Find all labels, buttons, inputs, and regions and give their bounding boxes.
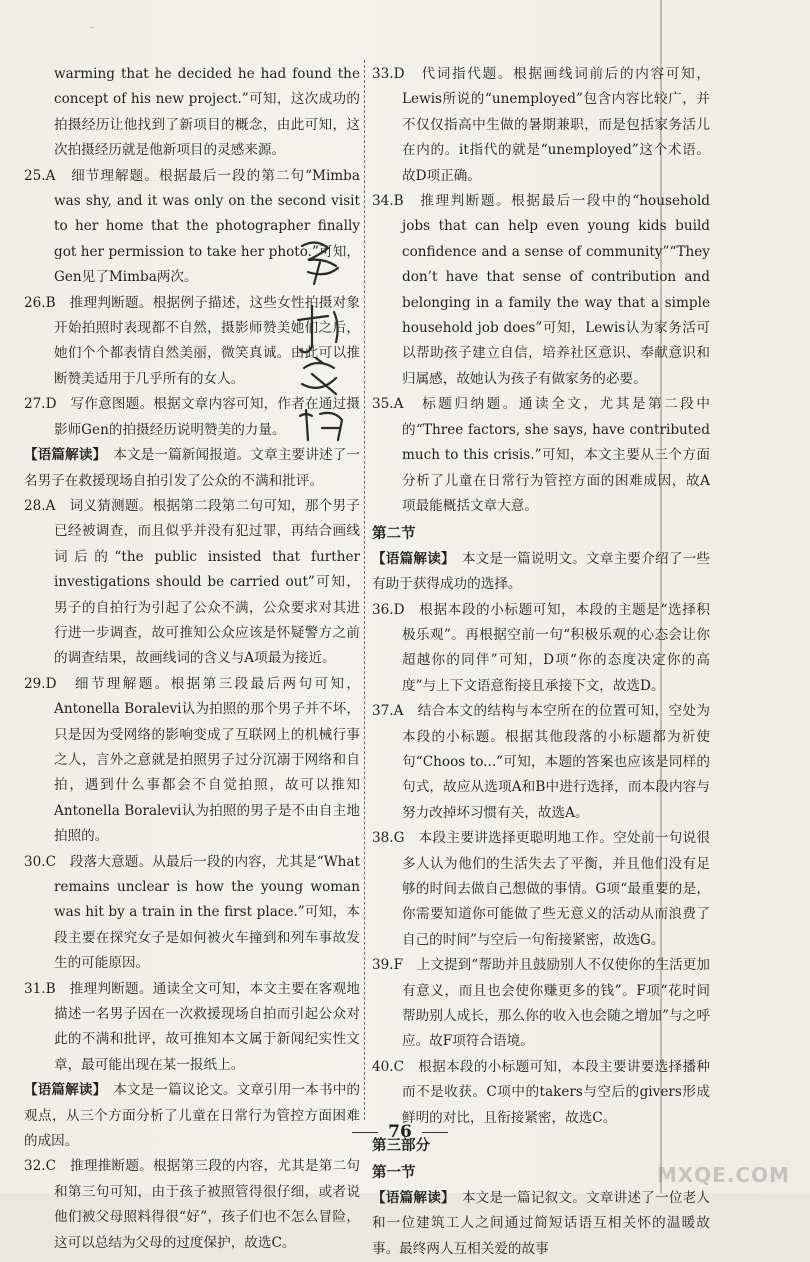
left-paragraph: [24, 291, 360, 393]
paragraph-text: 第一节: [372, 1164, 416, 1182]
watermark-text: MXQE.COM: [656, 1163, 790, 1187]
left-paragraph: [24, 164, 360, 291]
paragraph-text: 31.B 推理判断题。通读全文可知，本文主要在客观地描述一名男子因在一次救援现场自拍而引起公众对此的不满和批评，故可推知本文属于新闻纪实性文章，最可能出现在某一报纸上。: [24, 980, 360, 1073]
page-number-text: 76: [388, 1122, 412, 1142]
left-paragraph: [24, 850, 360, 977]
left-paragraph: [24, 62, 360, 164]
right-paragraph: [372, 699, 710, 826]
right-paragraph: [372, 826, 710, 953]
left-paragraph: [24, 1154, 360, 1256]
section-tag: 【语篇解读】: [24, 1082, 100, 1099]
right-paragraph: [372, 62, 710, 189]
right-paragraph: [372, 189, 710, 392]
right-paragraph: [372, 547, 710, 598]
section-tag: 【语篇解读】: [372, 550, 449, 567]
paragraph-text: 第三部分: [372, 1137, 430, 1155]
paragraph-text: warming that he decided he had found the concept of his new project.”可知，这次成功的拍摄经历让他找到了新项目的概念，由此可知，这次拍摄经历就是他新项目的灵感来源。: [54, 66, 360, 159]
page-number: [310, 1122, 490, 1142]
left-paragraph: [24, 977, 360, 1079]
left-paragraph: [24, 672, 360, 850]
right-paragraph: [372, 392, 710, 519]
paragraph-text: 30.C 段落大意题。从最后一段的内容，尤其是“What remains unclear is how the young woman was hit by a train in the first place.”可知，本段主要在探究女子是如何被火车撞到和列车事故发生的可能原因。: [24, 853, 360, 972]
left-paragraph: [24, 443, 360, 494]
paragraph-text: 33.D 代词指代题。根据画线词前后的内容可知，Lewis所说的“unemployed”包含内容比较广，并不仅仅指高中生做的暑期兼职，而是包括家务活儿在内的。it指代的就是“unemployed”这个术语。故D项正确。: [372, 66, 710, 184]
paragraph-text: 26.B 推理判断题。根据例子描述，这些女性拍摄对象开始拍照时表现都不自然，摄影师赞美她们之后，她们个个都表情自然美丽，微笑真诚。由此可以推断赞美适用于几乎所有的女人。: [24, 294, 360, 387]
section-tag: 【语篇解读】: [372, 1189, 449, 1206]
right-paragraph: [372, 1055, 710, 1131]
left-paragraph: [24, 494, 360, 672]
paragraph-text: 35.A 标题归纳题。通读全文，尤其是第二段中的“Three factors, she says, have contributed much to this crisis.”可知，本文主要从三个方面分析了儿童在日常行为管控方面的困难成因，故A项最能概括文章大意。: [372, 396, 710, 514]
right-paragraph: [372, 598, 710, 700]
paragraph-text: 29.D 细节理解题。根据第三段最后两句可知，Antonella Boralevi认为拍照的那个男子并不坏，只是因为受网络的影响变成了互联网上的机械行事之人，言外之意就是拍照男子过分沉溺于网络和自拍，遇到什么事都会不自觉拍照，故可以推知Antonella Boralevi认为拍照的男子是不由自主地拍照的。: [24, 675, 360, 845]
right-paragraph: [372, 953, 710, 1055]
paragraph-text: 27.D 写作意图题。根据文章内容可知，作者在通过摄影师Gen的拍摄经历说明赞美的力量。: [24, 396, 360, 438]
paragraph-text: 本文是一篇说明文。文章主要介绍了一些有助于获得成功的选择。: [372, 550, 711, 593]
left-column: [24, 62, 360, 1256]
paragraph-text: 25.A 细节理解题。根据最后一段的第二句“Mimba was shy, and it was only on the second visit to her home that the photographer finally got her permission to take her photo.”可知，Gen见了Mimba两次。: [24, 167, 360, 286]
left-paragraph: [24, 1078, 360, 1154]
paragraph-text: 本文是一篇议论文。文章引用一本书中的观点，从三个方面分析了儿童在日常行为管控方面困难的成因。: [24, 1082, 361, 1150]
paragraph-text: 28.A 词义猜测题。根据第二段第二句可知，那个男子已经被调查，而且似乎并没有犯过罪，再结合画线词后的“the public insisted that further investigations should be carried out”可知，男子的自拍行为引起了公众不满，公众要求对其进行进一步调查，故可推知公众应该是怀疑警方之前的调查结果，故画线词的含义与A项最为接近。: [24, 497, 360, 667]
right-column: [372, 62, 710, 1262]
paragraph-text: 39.F 上文提到“帮助并且鼓励别人不仅使你的生活更加有意义，而且也会使你赚更多的钱”。F项“花时间帮助别人成长，那么你的收入也会随之增加”与之呼应。故F项符合语境。: [372, 957, 710, 1050]
paragraph-text: 36.D 根据本段的小标题可知，本段的主题是“选择积极乐观”。再根据空前一句“积极乐观的心态会让你超越你的同伴”可知，D项“你的态度决定你的高度”与上下文语意衔接且承接下文，故选D。: [372, 601, 710, 694]
site-watermark: [656, 1123, 796, 1187]
handwriting-text: 多助文档: [90, 28, 94, 29]
paragraph-text: 第二节: [372, 525, 416, 543]
paragraph-text: 40.C 根据本段的小标题可知，本段主要讲要选择播种而不是收获。C项中的takers与空后的givers形成鲜明的对比，且衔接紧密，故选C。: [372, 1058, 710, 1126]
paragraph-text: 37.A 结合本文的结构与本空所在的位置可知，空处为本段的小标题。根据其他段落的小标题都为祈使句“Choos to...”可知，本题的答案也应该是同样的句式，故应从选项A和B中进行选择，而本段内容与努力改掉坏习惯有关，故选A。: [372, 703, 710, 821]
column-divider: [364, 60, 365, 1120]
paragraph-text: 本文是一篇记叙文。文章讲述了一位老人和一位建筑工人之间通过简短话语互相关怀的温暖故事。最终两人互相关爱的故事: [372, 1189, 711, 1257]
right-paragraph: [372, 521, 710, 546]
section-tag: 【语篇解读】: [24, 447, 100, 464]
paragraph-text: 34.B 推理判断题。根据最后一段中的“household jobs that can help even young kids build confidence and a sense of community”“They don’t have that sense of contribution and belonging in a family the way that a simple household job does”可知，Lewis认为家务活可以帮助孩子建立自信，培养社区意识、奉献意识和归属感，故她认为孩子有做家务的必要。: [372, 193, 710, 387]
paragraph-text: 32.C 推理推断题。根据第三段的内容，尤其是第二句和第三句可知，由于孩子被照管得很仔细，或者说他们被父母照料得很“好”，孩子们也不怎么冒险，这可以总结为父母的过度保护，故选C。: [24, 1158, 360, 1251]
right-paragraph: [372, 1186, 710, 1262]
paragraph-text: 38.G 本段主要讲选择更聪明地工作。空处前一句说很多人认为他们的生活失去了平衡，并且他们没有足够的时间去做自己想做的事情。G项“最重要的是，你需要知道你可能做了些无意义的活动从而浪费了自己的时间”与空后一句衔接紧密，故选G。: [372, 830, 710, 948]
paragraph-text: 本文是一篇新闻报道。文章主要讲述了一名男子在救援现场自拍引发了公众的不满和批评。: [24, 447, 361, 489]
left-paragraph: [24, 392, 360, 443]
